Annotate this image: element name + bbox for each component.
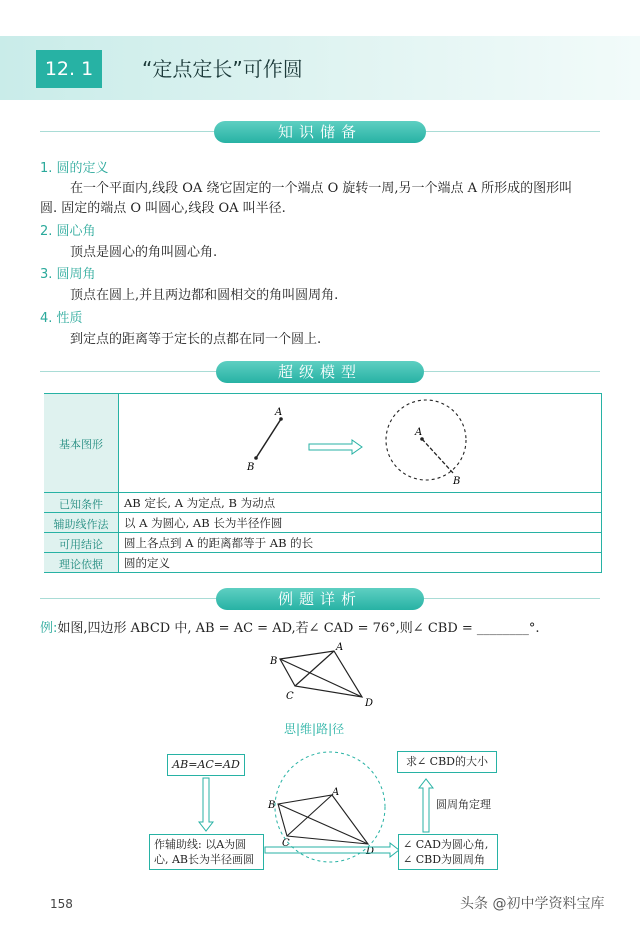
knowledge-text: 到定点的距离等于定长的点都在同一个圆上. — [70, 332, 322, 347]
knowledge-heading: 3. 圆周角 — [40, 267, 96, 282]
label-a: A — [415, 427, 423, 438]
label-a: A — [275, 407, 283, 418]
knowledge-heading: 1. 圆的定义 — [40, 161, 109, 176]
answer-blank: ________ — [476, 621, 529, 636]
table-cell: 以 A 为圆心, AB 长为半径作圆 — [124, 516, 283, 530]
chapter-title: “定点定长”可作圆 — [142, 57, 303, 81]
label-d: D — [365, 698, 374, 709]
label-a: A — [332, 787, 340, 798]
section-banner-model: 超级模型 — [216, 361, 424, 383]
table-row-label: 可用结论 — [59, 538, 103, 551]
example-suffix: °. — [528, 621, 540, 636]
flow-box-result — [398, 834, 498, 870]
flow-box-line: 心, AB长为半径画圆 — [154, 853, 255, 866]
flow-box-line: ∠ CAD为圆心角, — [403, 838, 489, 851]
label-b: B — [247, 462, 255, 473]
page-number: 158 — [50, 897, 73, 911]
label-b: B — [453, 476, 461, 487]
watermark: 头条 @初中学资料宝库 — [460, 896, 605, 912]
section-banner-example: 例题详析 — [216, 588, 424, 610]
label-c: C — [282, 838, 290, 849]
knowledge-text: 在一个平面内,线段 OA 绕它固定的一个端点 O 旋转一周,另一个端点 A 所形成的图形叫 — [70, 181, 573, 196]
point-b — [254, 456, 258, 460]
example-question — [40, 620, 540, 638]
table-divider — [44, 492, 602, 493]
table-row-label: 理论依据 — [59, 558, 103, 571]
label-a: A — [336, 642, 344, 653]
segment-ab — [256, 419, 281, 458]
table-cell: 圆上各点到 A 的距离都等于 AB 的长 — [124, 536, 314, 550]
down-arrow-icon — [199, 778, 213, 831]
table-cell: 圆的定义 — [124, 556, 170, 570]
knowledge-text: 顶点在圆上,并且两边都和圆相交的角叫圆周角. — [70, 288, 339, 303]
knowledge-text: 圆. 固定的端点 O 叫圆心,线段 OA 叫半径. — [40, 201, 286, 216]
table-divider — [44, 552, 602, 553]
label-d: D — [366, 846, 375, 857]
table-divider — [44, 512, 602, 513]
table-cell: AB 定长, A 为定点, B 为动点 — [124, 496, 276, 510]
knowledge-heading: 2. 圆心角 — [40, 224, 96, 239]
label-c: C — [286, 691, 294, 702]
dashed-radius — [422, 439, 453, 473]
up-arrow-icon — [419, 779, 433, 832]
knowledge-heading: 4. 性质 — [40, 311, 83, 326]
dashed-circle — [386, 400, 466, 480]
chapter-number: 12. 1 — [36, 50, 102, 88]
arrow-label-theorem: 圆周角定理 — [436, 798, 491, 811]
example-figure — [262, 640, 382, 710]
knowledge-text: 顶点是圆心的角叫圆心角. — [70, 245, 218, 260]
transform-arrow-icon — [309, 440, 362, 454]
label-b: B — [270, 656, 278, 667]
model-basic-figure — [119, 395, 601, 491]
flow-box-line: ∠ CBD为圆周角 — [403, 853, 486, 866]
example-text: 如图,四边形 ABCD 中, AB = AC = AD,若∠ CAD = 76°,则∠ CBD = — [57, 621, 473, 636]
thinking-path-title: 思|维|路|径 — [284, 722, 345, 736]
flow-box-line: 作辅助线: 以A为圆 — [154, 838, 247, 851]
example-prefix: 例: — [40, 621, 58, 636]
flow-box-target: 求∠ CBD的大小 — [397, 751, 497, 773]
label-b: B — [268, 800, 276, 811]
flow-box-auxiliary — [149, 834, 264, 870]
table-row-label: 辅助线作法 — [53, 518, 109, 531]
flow-box-given: AB=AC=AD — [167, 754, 245, 776]
table-divider — [44, 532, 602, 533]
table-row-label: 基本图形 — [59, 438, 103, 451]
section-banner-knowledge: 知识储备 — [214, 121, 426, 143]
table-row-label: 已知条件 — [59, 498, 103, 511]
